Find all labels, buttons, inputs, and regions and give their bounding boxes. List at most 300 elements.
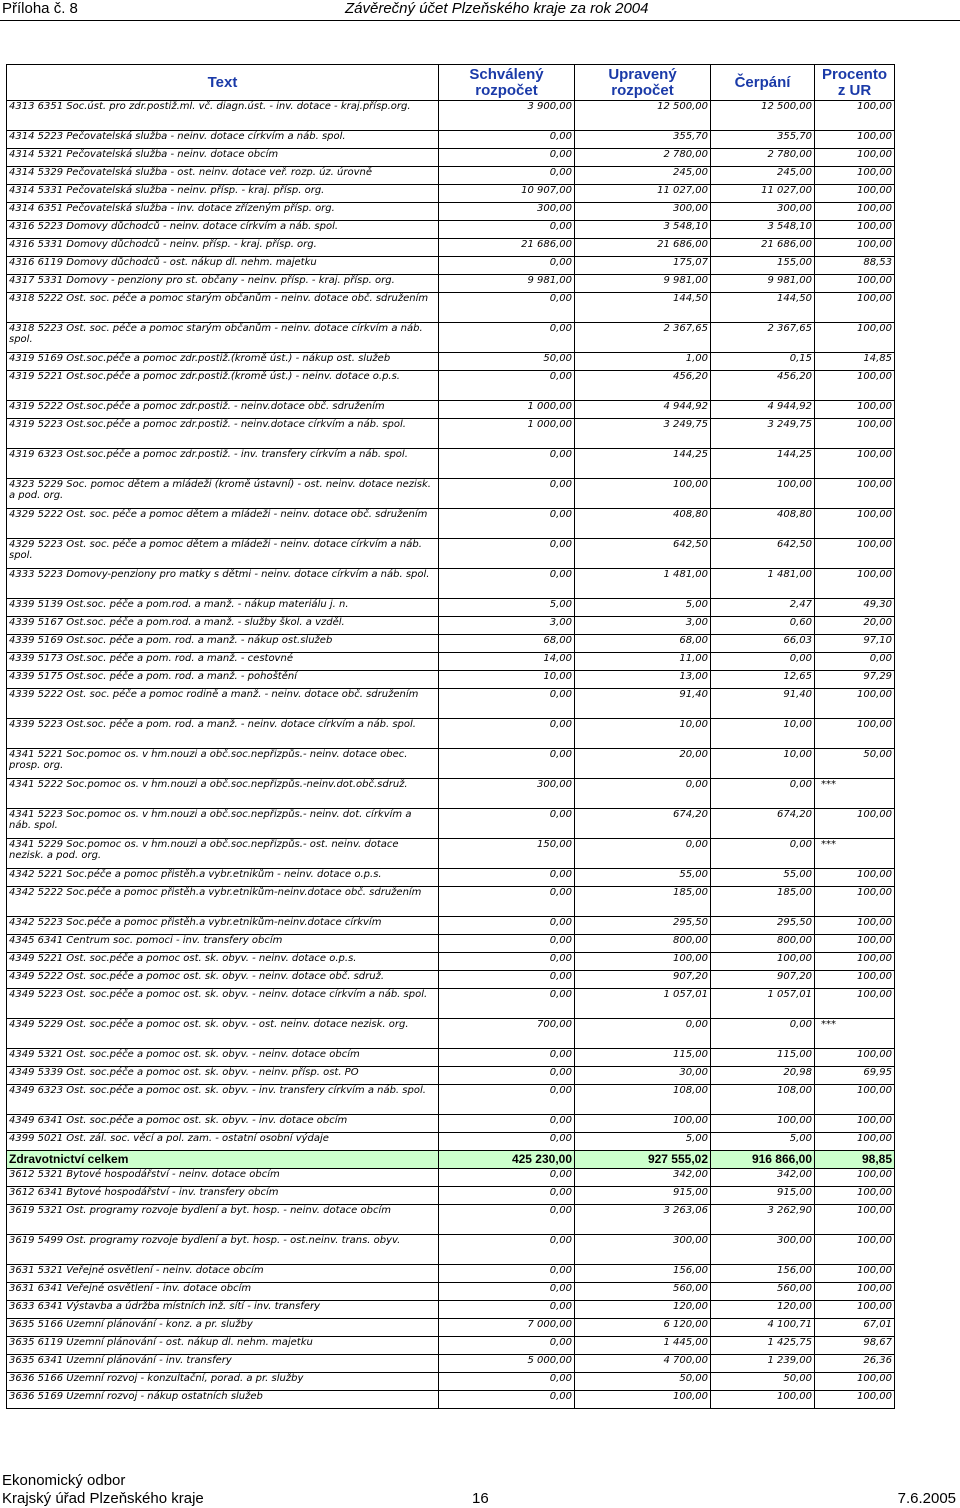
row-text: 4314 5331 Pečovatelská služba - neinv. přísp. - kraj. přísp. org. (7, 185, 439, 203)
row-percent: 100,00 (815, 971, 895, 989)
table-row (7, 935, 895, 953)
row-text: 4349 5339 Ost. soc.péče a pomoc ost. sk. obyv. - neinv. přísp. ost. PO (7, 1067, 439, 1085)
table-row (7, 257, 895, 275)
row-text: 4349 5221 Ost. soc.péče a pomoc ost. sk. obyv. - neinv. dotace o.p.s. (7, 953, 439, 971)
row-drawn: 0,60 (711, 617, 815, 635)
row-percent: 100,00 (815, 1187, 895, 1205)
table-row (7, 479, 895, 509)
row-drawn: 2 367,65 (711, 323, 815, 353)
row-drawn: 55,00 (711, 869, 815, 887)
page-header (0, 0, 960, 20)
col-header-text: Text (7, 65, 439, 101)
row-percent: 97,10 (815, 635, 895, 653)
row-text: 3619 5499 Ost. programy rozvoje bydlení a byt. hosp. - ost.neinv. trans. obyv. (7, 1235, 439, 1265)
row-text: 3612 5321 Bytové hospodářství - neinv. dotace obcím (7, 1169, 439, 1187)
row-adjusted: 0,00 (575, 1019, 711, 1049)
row-approved: 150,00 (439, 839, 575, 869)
row-approved: 425 230,00 (439, 1151, 575, 1169)
table-row (7, 1337, 895, 1355)
row-approved: 0,00 (439, 935, 575, 953)
table-row (7, 809, 895, 839)
row-percent: 100,00 (815, 1049, 895, 1067)
row-adjusted: 20,00 (575, 749, 711, 779)
row-adjusted: 5,00 (575, 599, 711, 617)
row-drawn: 0,15 (711, 353, 815, 371)
row-adjusted: 642,50 (575, 539, 711, 569)
row-percent: 100,00 (815, 569, 895, 599)
col-header-adjusted (575, 65, 711, 101)
row-percent: 100,00 (815, 419, 895, 449)
table-row (7, 203, 895, 221)
row-drawn: 115,00 (711, 1049, 815, 1067)
row-adjusted: 185,00 (575, 887, 711, 917)
row-text: 4319 5222 Ost.soc.péče a pomoc zdr.postiž. - neinv.dotace obč. sdružením (7, 401, 439, 419)
row-drawn: 144,25 (711, 449, 815, 479)
row-adjusted: 12 500,00 (575, 101, 711, 131)
row-drawn: 300,00 (711, 1235, 815, 1265)
row-percent: 100,00 (815, 719, 895, 749)
row-adjusted: 3 548,10 (575, 221, 711, 239)
table-row (7, 1085, 895, 1115)
row-percent: 100,00 (815, 1205, 895, 1235)
row-drawn: 108,00 (711, 1085, 815, 1115)
table-row (7, 401, 895, 419)
row-drawn: 0,00 (711, 1019, 815, 1049)
row-approved: 3,00 (439, 617, 575, 635)
row-drawn: 408,80 (711, 509, 815, 539)
row-percent: 0,00 (815, 653, 895, 671)
row-percent: 20,00 (815, 617, 895, 635)
row-drawn: 1 481,00 (711, 569, 815, 599)
row-drawn: 10,00 (711, 749, 815, 779)
row-approved: 0,00 (439, 1265, 575, 1283)
table-row (7, 167, 895, 185)
row-adjusted: 560,00 (575, 1283, 711, 1301)
row-adjusted: 1 057,01 (575, 989, 711, 1019)
row-approved: 0,00 (439, 1049, 575, 1067)
row-drawn: 300,00 (711, 203, 815, 221)
table-row (7, 917, 895, 935)
row-percent: 98,67 (815, 1337, 895, 1355)
row-text: 4314 5223 Pečovatelská služba - neinv. dotace církvím a náb. spol. (7, 131, 439, 149)
row-percent: 100,00 (815, 1169, 895, 1187)
col-header-percent-l1: Procento (821, 65, 887, 83)
row-adjusted: 4 944,92 (575, 401, 711, 419)
row-text: 4333 5223 Domovy-penziony pro matky s dětmi - neinv. dotace církvím a náb. spol. (7, 569, 439, 599)
row-adjusted: 100,00 (575, 479, 711, 509)
row-drawn: 5,00 (711, 1133, 815, 1151)
row-approved: 0,00 (439, 131, 575, 149)
row-text: 3631 6341 Veřejné osvětlení - inv. dotace obcím (7, 1283, 439, 1301)
row-approved: 0,00 (439, 167, 575, 185)
row-approved: 9 981,00 (439, 275, 575, 293)
row-text: 4341 5221 Soc.pomoc os. v hm.nouzi a obč.soc.nepřizpůs.- neinv. dotace obec. prosp. org. (7, 749, 439, 779)
row-adjusted: 11 027,00 (575, 185, 711, 203)
row-drawn: 100,00 (711, 1391, 815, 1409)
row-percent: 100,00 (815, 1115, 895, 1133)
table-row (7, 509, 895, 539)
row-drawn: 2,47 (711, 599, 815, 617)
row-text: 4319 6323 Ost.soc.péče a pomoc zdr.postiž. - inv. transfery církvím a náb. spol. (7, 449, 439, 479)
row-drawn: 0,00 (711, 779, 815, 809)
row-approved: 21 686,00 (439, 239, 575, 257)
table-row (7, 1355, 895, 1373)
row-text: 3636 5169 Územní rozvoj - nákup ostatních služeb (7, 1391, 439, 1409)
table-header-row (7, 65, 895, 101)
row-drawn: 185,00 (711, 887, 815, 917)
row-percent: 100,00 (815, 1301, 895, 1319)
budget-table (6, 64, 895, 1409)
table-row (7, 1373, 895, 1391)
row-text: 4319 5223 Ost.soc.péče a pomoc zdr.postiž. - neinv.dotace církvím a náb. spol. (7, 419, 439, 449)
row-adjusted: 120,00 (575, 1301, 711, 1319)
row-adjusted: 6 120,00 (575, 1319, 711, 1337)
row-drawn: 456,20 (711, 371, 815, 401)
table-row (7, 971, 895, 989)
table-row (7, 1301, 895, 1319)
table-row (7, 371, 895, 401)
row-approved: 0,00 (439, 1301, 575, 1319)
row-approved: 5 000,00 (439, 1355, 575, 1373)
row-approved: 0,00 (439, 221, 575, 239)
row-text: 4349 5222 Ost. soc.péče a pomoc ost. sk. obyv. - neinv. dotace obč. sdruž. (7, 971, 439, 989)
row-approved: 0,00 (439, 539, 575, 569)
row-adjusted: 915,00 (575, 1187, 711, 1205)
row-drawn: 560,00 (711, 1283, 815, 1301)
row-adjusted: 245,00 (575, 167, 711, 185)
row-percent: 100,00 (815, 989, 895, 1019)
table-row (7, 275, 895, 293)
table-row (7, 449, 895, 479)
table-row (7, 617, 895, 635)
footer-office: Krajský úřad Plzeňského kraje (2, 1490, 204, 1507)
row-text: 4349 5223 Ost. soc.péče a pomoc ost. sk. obyv. - neinv. dotace církvím a náb. spol. (7, 989, 439, 1019)
table-row (7, 101, 895, 131)
table-row (7, 323, 895, 353)
row-adjusted: 456,20 (575, 371, 711, 401)
table-row (7, 1049, 895, 1067)
row-text: 4319 5169 Ost.soc.péče a pomoc zdr.postiž.(kromě úst.) - nákup ost. služeb (7, 353, 439, 371)
row-adjusted: 0,00 (575, 779, 711, 809)
row-approved: 300,00 (439, 203, 575, 221)
row-text: 4314 6351 Pečovatelská služba - inv. dotace zřízeným přísp. org. (7, 203, 439, 221)
row-percent: 69,95 (815, 1067, 895, 1085)
row-approved: 0,00 (439, 1373, 575, 1391)
row-text: 4349 6323 Ost. soc.péče a pomoc ost. sk. obyv. - inv. transfery církvím a náb. spol. (7, 1085, 439, 1115)
table-row (7, 689, 895, 719)
table-row (7, 419, 895, 449)
table-row (7, 1169, 895, 1187)
row-drawn: 100,00 (711, 953, 815, 971)
row-percent: 97,29 (815, 671, 895, 689)
row-percent: 98,85 (815, 1151, 895, 1169)
footer-date: 7.6.2005 (897, 1490, 956, 1507)
row-percent: 100,00 (815, 539, 895, 569)
table-row (7, 1187, 895, 1205)
row-approved: 1 000,00 (439, 401, 575, 419)
row-approved: 0,00 (439, 1187, 575, 1205)
row-adjusted: 1,00 (575, 353, 711, 371)
table-row (7, 887, 895, 917)
row-drawn: 800,00 (711, 935, 815, 953)
row-text: Zdravotnictví celkem (7, 1151, 439, 1169)
table-row (7, 671, 895, 689)
row-text: 4339 5167 Ost.soc. péče a pom.rod. a manž. - služby škol. a vzděl. (7, 617, 439, 635)
row-approved: 0,00 (439, 1205, 575, 1235)
row-text: 3635 5166 Územní plánování - konz. a pr. služby (7, 1319, 439, 1337)
row-drawn: 1 425,75 (711, 1337, 815, 1355)
col-header-approved-l2: rozpočet (475, 81, 538, 99)
row-approved: 0,00 (439, 569, 575, 599)
total-row (7, 1151, 895, 1169)
row-drawn: 4 100,71 (711, 1319, 815, 1337)
col-header-approved-l1: Schválený (469, 65, 544, 83)
row-text: 4314 5321 Pečovatelská služba - neinv. dotace obcím (7, 149, 439, 167)
row-approved: 0,00 (439, 719, 575, 749)
row-approved: 0,00 (439, 1337, 575, 1355)
row-text: 4319 5221 Ost.soc.péče a pomoc zdr.postiž.(kromě úst.) - neinv. dotace o.p.s. (7, 371, 439, 401)
row-drawn: 120,00 (711, 1301, 815, 1319)
document-title: Závěrečný účet Plzeňského kraje za rok 2004 (345, 0, 649, 17)
row-percent: 100,00 (815, 1265, 895, 1283)
col-header-drawn: Čerpání (711, 65, 815, 101)
row-approved: 50,00 (439, 353, 575, 371)
row-adjusted: 300,00 (575, 1235, 711, 1265)
row-percent: 100,00 (815, 275, 895, 293)
row-drawn: 4 944,92 (711, 401, 815, 419)
table-row (7, 353, 895, 371)
row-approved: 7 000,00 (439, 1319, 575, 1337)
table-row (7, 1391, 895, 1409)
row-drawn: 100,00 (711, 479, 815, 509)
col-header-approved (439, 65, 575, 101)
row-text: 4313 6351 Soc.úst. pro zdr.postiž.ml. vč. diagn.úst. - inv. dotace - kraj.přísp.org. (7, 101, 439, 131)
table-row (7, 239, 895, 257)
row-approved: 1 000,00 (439, 419, 575, 449)
row-drawn: 2 780,00 (711, 149, 815, 167)
row-approved: 3 900,00 (439, 101, 575, 131)
table-row (7, 569, 895, 599)
row-approved: 0,00 (439, 953, 575, 971)
row-drawn: 915,00 (711, 1187, 815, 1205)
row-text: 4339 5169 Ost.soc. péče a pom. rod. a manž. - nákup ost.služeb (7, 635, 439, 653)
row-approved: 0,00 (439, 509, 575, 539)
row-text: 3631 5321 Veřejné osvětlení - neinv. dotace obcím (7, 1265, 439, 1283)
row-adjusted: 91,40 (575, 689, 711, 719)
row-drawn: 9 981,00 (711, 275, 815, 293)
row-drawn: 12,65 (711, 671, 815, 689)
row-approved: 0,00 (439, 869, 575, 887)
row-drawn: 155,00 (711, 257, 815, 275)
row-adjusted: 9 981,00 (575, 275, 711, 293)
row-approved: 0,00 (439, 917, 575, 935)
row-approved: 0,00 (439, 1169, 575, 1187)
row-drawn: 1 239,00 (711, 1355, 815, 1373)
row-adjusted: 5,00 (575, 1133, 711, 1151)
page-footer (0, 1472, 960, 1508)
row-drawn: 91,40 (711, 689, 815, 719)
row-approved: 0,00 (439, 1085, 575, 1115)
row-drawn: 21 686,00 (711, 239, 815, 257)
row-approved: 0,00 (439, 971, 575, 989)
row-approved: 0,00 (439, 1115, 575, 1133)
row-adjusted: 30,00 (575, 1067, 711, 1085)
col-header-adjusted-l2: rozpočet (611, 81, 674, 99)
row-text: 4341 5223 Soc.pomoc os. v hm.nouzi a obč.soc.nepřizpůs.- neinv. dot. církvím a náb. spol. (7, 809, 439, 839)
row-percent: 100,00 (815, 401, 895, 419)
row-adjusted: 115,00 (575, 1049, 711, 1067)
row-percent: 100,00 (815, 917, 895, 935)
row-text: 4318 5222 Ost. soc. péče a pomoc starým občanům - neinv. dotace obč. sdružením (7, 293, 439, 323)
row-text: 4345 6341 Centrum soc. pomoci - inv. transfery obcím (7, 935, 439, 953)
row-approved: 0,00 (439, 749, 575, 779)
row-percent: 100,00 (815, 1235, 895, 1265)
row-approved: 300,00 (439, 779, 575, 809)
row-adjusted: 355,70 (575, 131, 711, 149)
row-text: 3636 5166 Územní rozvoj - konzultační, porad. a pr. služby (7, 1373, 439, 1391)
row-approved: 10,00 (439, 671, 575, 689)
row-text: 4316 6119 Domovy důchodců - ost. nákup dl. nehm. majetku (7, 257, 439, 275)
row-percent: 100,00 (815, 185, 895, 203)
row-approved: 700,00 (439, 1019, 575, 1049)
row-adjusted: 1 445,00 (575, 1337, 711, 1355)
row-approved: 0,00 (439, 449, 575, 479)
col-header-percent (815, 65, 895, 101)
row-adjusted: 2 367,65 (575, 323, 711, 353)
row-adjusted: 100,00 (575, 953, 711, 971)
row-percent: 100,00 (815, 293, 895, 323)
row-text: 4339 5175 Ost.soc. péče a pom. rod. a manž. - pohoštění (7, 671, 439, 689)
row-approved: 0,00 (439, 689, 575, 719)
row-percent: 14,85 (815, 353, 895, 371)
row-drawn: 50,00 (711, 1373, 815, 1391)
row-text: 3612 6341 Bytové hospodářství - inv. transfery obcím (7, 1187, 439, 1205)
row-text: 4316 5331 Domovy důchodců - neinv. přísp. - kraj. přísp. org. (7, 239, 439, 257)
row-drawn: 156,00 (711, 1265, 815, 1283)
row-text: 4317 5331 Domovy - penziony pro st. občany - neinv. přísp. - kraj. přísp. org. (7, 275, 439, 293)
table-row (7, 1235, 895, 1265)
row-approved: 0,00 (439, 1235, 575, 1265)
row-adjusted: 144,50 (575, 293, 711, 323)
row-percent: 100,00 (815, 221, 895, 239)
row-text: 3633 6341 Výstavba a údržba místních inž. sítí - inv. transfery (7, 1301, 439, 1319)
row-adjusted: 300,00 (575, 203, 711, 221)
row-approved: 0,00 (439, 989, 575, 1019)
row-drawn: 20,98 (711, 1067, 815, 1085)
table-row (7, 221, 895, 239)
row-adjusted: 674,20 (575, 809, 711, 839)
row-adjusted: 11,00 (575, 653, 711, 671)
row-percent: 100,00 (815, 869, 895, 887)
row-approved: 0,00 (439, 479, 575, 509)
row-percent: 100,00 (815, 1085, 895, 1115)
table-row (7, 1283, 895, 1301)
table-row (7, 839, 895, 869)
header-divider (0, 20, 960, 21)
table-row (7, 1019, 895, 1049)
row-percent: 100,00 (815, 1391, 895, 1409)
row-percent: 100,00 (815, 131, 895, 149)
row-percent: 100,00 (815, 449, 895, 479)
row-percent: 100,00 (815, 1133, 895, 1151)
row-approved: 0,00 (439, 293, 575, 323)
table-row (7, 599, 895, 617)
row-percent: 100,00 (815, 203, 895, 221)
page-number: 16 (472, 1490, 489, 1507)
table-row (7, 539, 895, 569)
row-approved: 0,00 (439, 1283, 575, 1301)
row-drawn: 10,00 (711, 719, 815, 749)
row-adjusted: 100,00 (575, 1115, 711, 1133)
row-text: 4339 5173 Ost.soc. péče a pom. rod. a manž. - cestovné (7, 653, 439, 671)
row-text: 4349 5321 Ost. soc.péče a pomoc ost. sk. obyv. - neinv. dotace obcím (7, 1049, 439, 1067)
row-drawn: 0,00 (711, 839, 815, 869)
row-adjusted: 3 263,06 (575, 1205, 711, 1235)
table-row (7, 953, 895, 971)
table-row (7, 653, 895, 671)
row-percent: 50,00 (815, 749, 895, 779)
row-adjusted: 408,80 (575, 509, 711, 539)
row-approved: 0,00 (439, 1133, 575, 1151)
table-row (7, 749, 895, 779)
row-percent: 100,00 (815, 953, 895, 971)
row-text: 4341 5222 Soc.pomoc os. v hm.nouzi a obč.soc.nepřizpůs.-neinv.dot.obč.sdruž. (7, 779, 439, 809)
row-adjusted: 100,00 (575, 1391, 711, 1409)
row-adjusted: 295,50 (575, 917, 711, 935)
row-text: 4339 5223 Ost.soc. péče a pom. rod. a manž. - neinv. dotace církvím a náb. spol. (7, 719, 439, 749)
row-percent: 100,00 (815, 479, 895, 509)
row-adjusted: 10,00 (575, 719, 711, 749)
appendix-label: Příloha č. 8 (2, 0, 78, 17)
row-drawn: 674,20 (711, 809, 815, 839)
row-percent: 100,00 (815, 809, 895, 839)
row-text: 4399 5021 Ost. zál. soc. věcí a pol. zam. - ostatní osobní výdaje (7, 1133, 439, 1151)
row-adjusted: 1 481,00 (575, 569, 711, 599)
row-percent: 100,00 (815, 149, 895, 167)
row-adjusted: 21 686,00 (575, 239, 711, 257)
table-row (7, 1067, 895, 1085)
row-text: 3635 6119 Územní plánování - ost. nákup dl. nehm. majetku (7, 1337, 439, 1355)
row-text: 4318 5223 Ost. soc. péče a pomoc starým občanům - neinv. dotace církvím a náb. spol. (7, 323, 439, 353)
table-row (7, 1265, 895, 1283)
row-text: 4342 5222 Soc.péče a pomoc přistěh.a vybr.etnikům-neinv.dotace obč. sdružením (7, 887, 439, 917)
table-row (7, 1205, 895, 1235)
row-percent: 26,36 (815, 1355, 895, 1373)
row-text: 4342 5221 Soc.péče a pomoc přistěh.a vybr.etnikům - neinv. dotace o.p.s. (7, 869, 439, 887)
table-row (7, 1133, 895, 1151)
row-approved: 0,00 (439, 887, 575, 917)
row-approved: 14,00 (439, 653, 575, 671)
row-text: 4339 5222 Ost. soc. péče a pomoc rodině a manž. - neinv. dotace obč. sdružením (7, 689, 439, 719)
row-text: 4323 5229 Soc. pomoc dětem a mládeži (kromě ústavní) - ost. neinv. dotace nezisk. a pod. org. (7, 479, 439, 509)
row-percent: *** (815, 839, 895, 869)
row-text: 4316 5223 Domovy důchodců - neinv. dotace církvím a náb. spol. (7, 221, 439, 239)
row-approved: 0,00 (439, 1067, 575, 1085)
row-drawn: 907,20 (711, 971, 815, 989)
row-percent: 49,30 (815, 599, 895, 617)
row-approved: 0,00 (439, 1391, 575, 1409)
row-percent: 100,00 (815, 239, 895, 257)
row-approved: 68,00 (439, 635, 575, 653)
row-drawn: 295,50 (711, 917, 815, 935)
row-percent: 100,00 (815, 509, 895, 539)
table-body (7, 101, 895, 1409)
table-row (7, 1319, 895, 1337)
row-percent: 100,00 (815, 689, 895, 719)
row-text: 3619 5321 Ost. programy rozvoje bydlení a byt. hosp. - neinv. dotace obcím (7, 1205, 439, 1235)
row-approved: 5,00 (439, 599, 575, 617)
table-row (7, 131, 895, 149)
